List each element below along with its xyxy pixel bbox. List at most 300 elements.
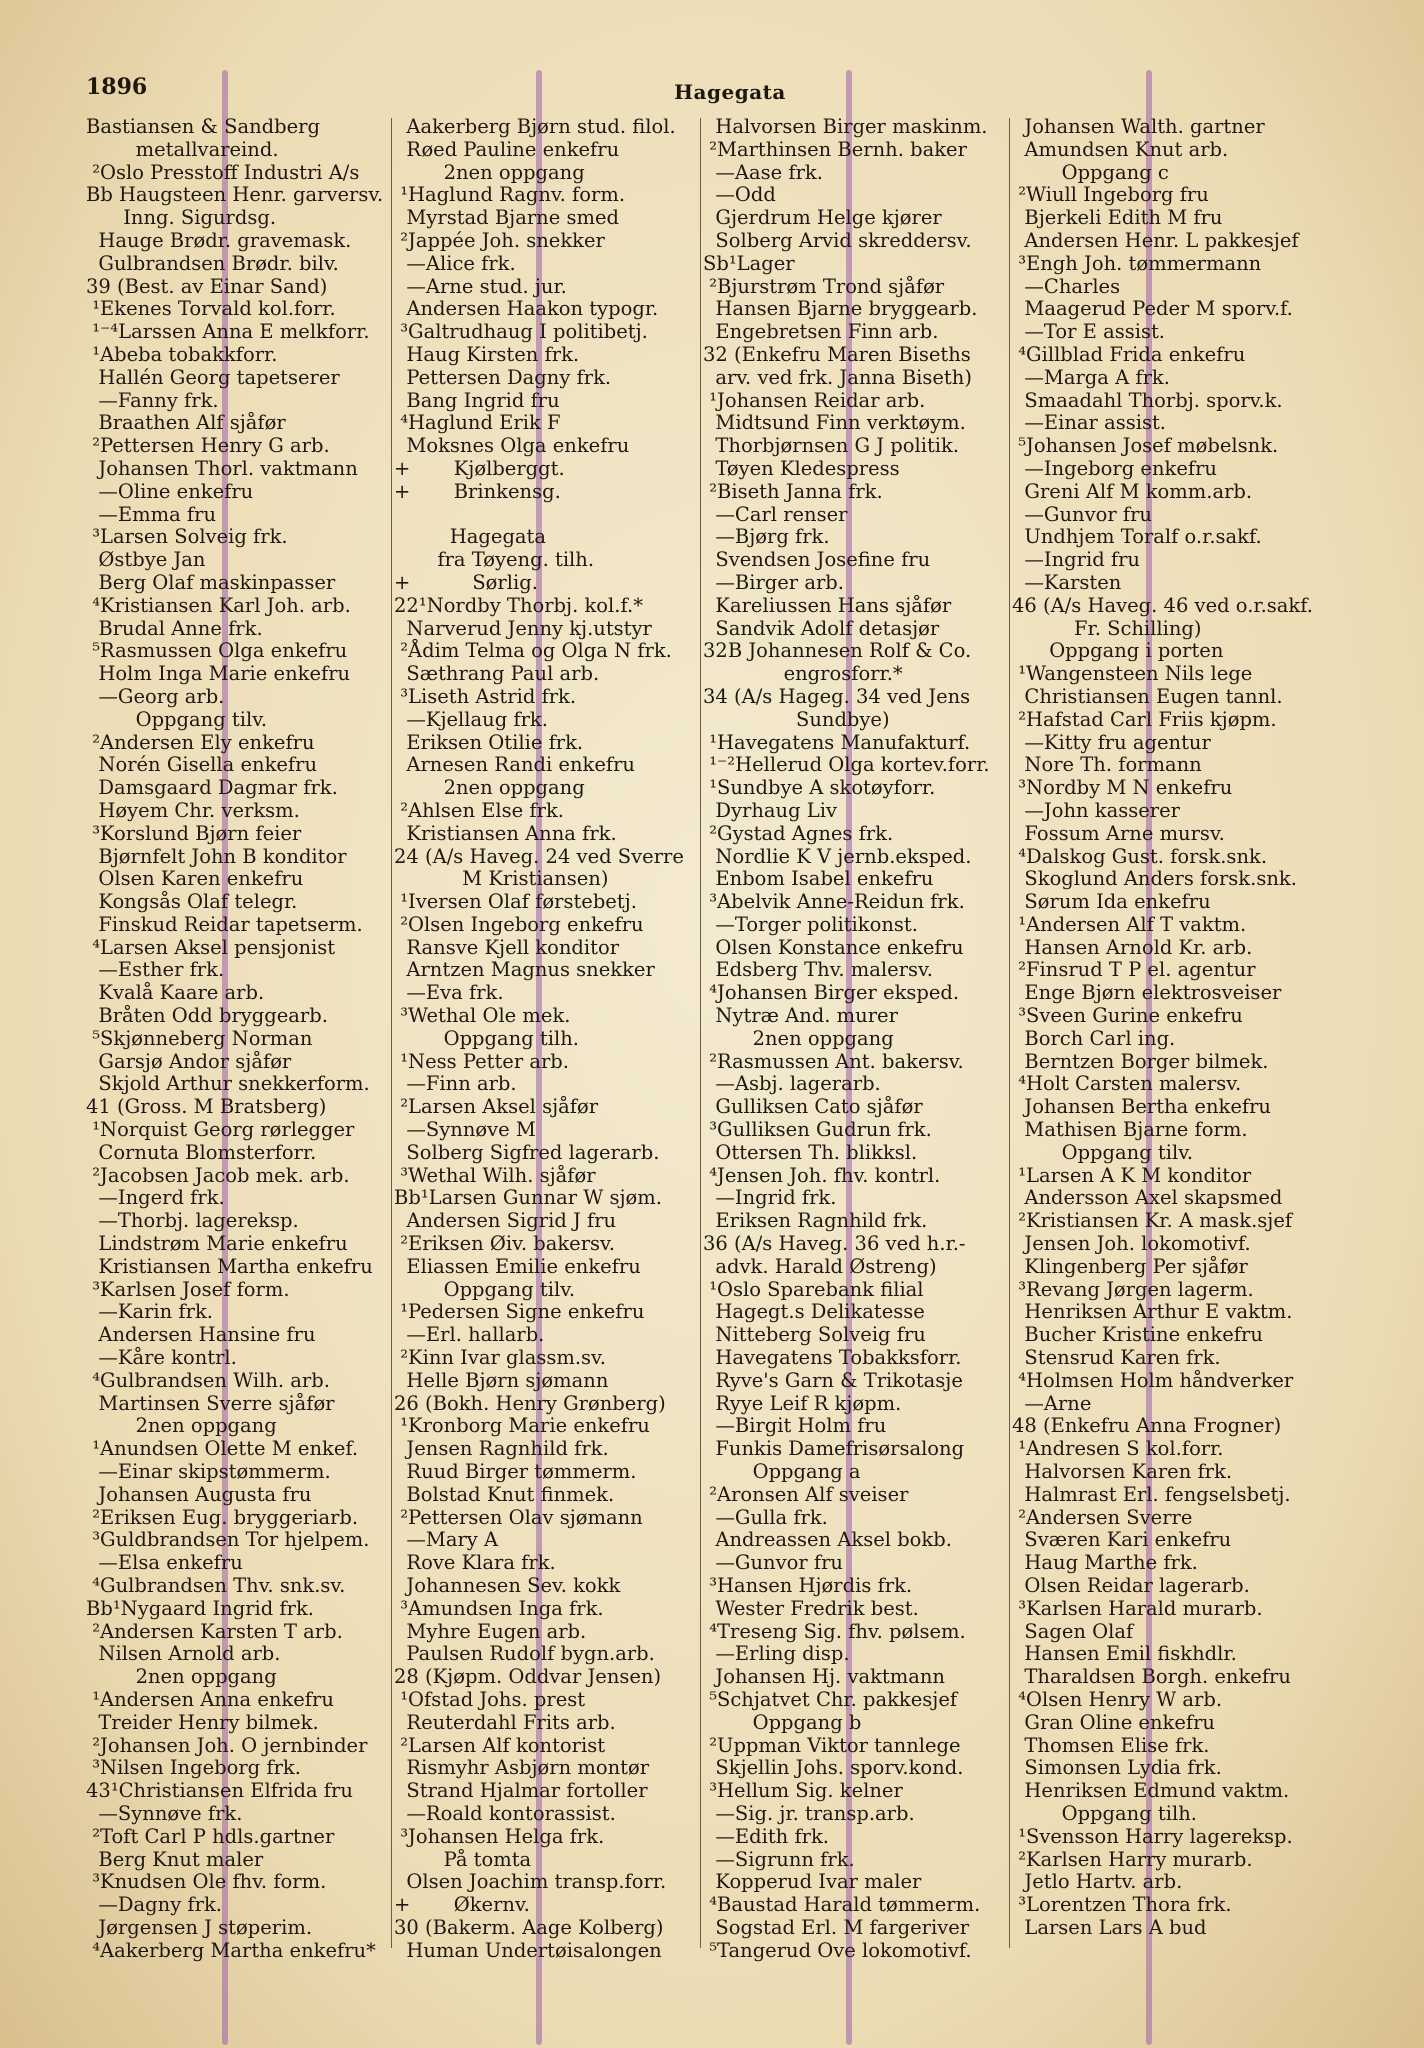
directory-entry: 46 (A/s Haveg. 46 ved o.r.sakf. [1012,593,1313,617]
directory-entry: Ruud Birger tømmerm. [394,1460,637,1484]
directory-entry: + Sørlig. [394,570,538,594]
directory-entry: 30 (Bakerm. Aage Kolberg) [394,1915,664,1939]
directory-entry: ⁴Dalskog Gust. forsk.snk. [1012,844,1268,868]
directory-entry: Oppgang tilv. [394,1277,576,1301]
directory-entry: ²Wiull Ingeborg fru [1012,183,1209,207]
directory-entry: Oppgang b [703,1710,862,1734]
directory-entry: —Bjørg frk. [703,525,830,549]
directory-entry: ⁵Tangerud Ove lokomotivf. [703,1938,972,1962]
directory-entry: Solberg Sigfred lagerarb. [394,1140,660,1164]
directory-entry: 34 (A/s Hageg. 34 ved Jens [703,684,971,708]
directory-entry: Martinsen Sverre sjåfør [86,1391,335,1415]
directory-entry: —Odd [703,183,776,207]
directory-entry: ³Amundsen Inga frk. [394,1596,604,1620]
directory-entry: 43¹Christiansen Elfrida fru [86,1779,353,1803]
directory-entry: ²Ahlsen Else frk. [394,798,564,822]
directory-entry: ²Pettersen Olav sjømann [394,1505,643,1529]
directory-entry: Enbom Isabel enkefru [703,867,934,891]
directory-entry: ³Korslund Bjørn feier [86,821,302,845]
directory-entry: ³Karlsen Josef form. [86,1277,290,1301]
directory-entry: ¹Svensson Harry lagereksp. [1012,1824,1293,1848]
directory-entry: Nitteberg Solveig fru [703,1323,926,1347]
directory-entry: ²Finsrud T P el. agentur [1012,958,1256,982]
directory-entry: ³Revang Jørgen lagerm. [1012,1277,1254,1301]
directory-entry: —Emma fru [86,502,217,526]
directory-entry: Nilsen Arnold arb. [86,1642,281,1666]
directory-entry: Halvorsen Karen frk. [1012,1460,1233,1484]
directory-entry: —Dagny frk. [86,1893,222,1917]
directory-entry: ²Bjurstrøm Trond sjåfør [703,274,945,298]
directory-entry: Aakerberg Bjørn stud. filol. [394,115,676,138]
directory-entry: Arnesen Randi enkefru [394,753,635,777]
directory-entry: Jensen Joh. lokomotivf. [1012,1232,1251,1256]
directory-entry: ²Hafstad Carl Friis kjøpm. [1012,707,1277,731]
directory-entry: 28 (Kjøpm. Oddvar Jensen) [394,1665,662,1689]
directory-entry: Andersen Haakon typogr. [394,297,659,321]
directory-entry: ⁵Schjatvet Chr. pakkesjef [703,1687,958,1711]
directory-entry: ¹Oslo Sparebank filial [703,1277,924,1301]
directory-entry: ²Ådim Telma og Olga N frk. [394,639,672,663]
directory-entry: Oppgang tilv. [86,707,268,731]
directory-entry: Greni Alf M komm.arb. [1012,479,1253,503]
directory-entry: ²Andersen Sverre [1012,1505,1193,1529]
directory-entry: 2nen oppgang [86,1665,277,1689]
directory-entry: Norén Gisella enkefru [86,753,318,777]
column-rule [1009,118,1010,1948]
directory-entry: 22¹Nordby Thorbj. kol.f.* [394,593,643,617]
directory-entry: Johansen Thorl. vaktmann [86,456,358,480]
directory-entry: Halvorsen Birger maskinm. [703,115,988,138]
directory-entry: Skoglund Anders forsk.snk. [1012,867,1297,891]
directory-entry: Kristiansen Anna frk. [394,821,617,845]
directory-entry: Sundbye) [703,707,890,731]
directory-entry: Wester Fredrik best. [703,1596,919,1620]
directory-entry: ¹Johansen Reidar arb. [703,388,926,412]
column-rule [700,118,701,1948]
directory-entry: —Charles [1012,274,1121,298]
directory-entry: ³Engh Joh. tømmermann [1012,251,1262,275]
directory-entry: Sagen Olaf [1012,1619,1134,1643]
column-2 [394,116,684,1963]
directory-entry: Andersen Sigrid J fru [394,1209,617,1233]
directory-entry: Halmrast Erl. fengselsbetj. [1012,1482,1291,1506]
directory-entry: Bb Haugsteen Henr. garversv. [86,183,384,207]
directory-entry: Braathen Alf sjåfør [86,411,286,435]
directory-entry: Thomsen Elise frk. [1012,1733,1210,1757]
directory-entry: Moksnes Olga enkefru [394,434,630,458]
directory-entry: Svendsen Josefine fru [703,548,931,572]
directory-entry: Johansen Augusta fru [86,1482,312,1506]
directory-entry: Hansen Bjarne bryggearb. [703,297,978,321]
directory-entry: Oppgang tilh. [394,1026,579,1050]
directory-entry: Cornuta Blomsterforr. [86,1140,317,1164]
directory-entry: ²Gystad Agnes frk. [703,821,894,845]
directory-entry: Johansen Hj. vaktmann [703,1665,945,1689]
directory-entry [394,504,684,527]
directory-entry: Sæthrang Paul arb. [394,662,600,686]
directory-entry: ²Toft Carl P hdls.gartner [86,1824,335,1848]
directory-entry: ³Hellum Sig. kelner [703,1779,903,1803]
directory-entry: Kopperud Ivar maler [703,1870,922,1894]
directory-entry: ⁵Skjønneberg Norman [86,1026,313,1050]
directory-entry: —Aase frk. [703,160,823,184]
directory-entry: Klingenberg Per sjåfør [1012,1254,1248,1278]
directory-entry: Bjerkeli Edith M fru [1012,206,1223,230]
directory-entry: ⁴Olsen Henry W arb. [1012,1687,1223,1711]
directory-entry: —Thorbj. lagereksp. [86,1209,299,1233]
directory-entry: Narverud Jenny kj.utstyr [394,616,652,640]
directory-entry: Paulsen Rudolf bygn.arb. [394,1642,655,1666]
directory-entry: Bolstad Knut finmek. [394,1482,615,1506]
directory-entry: Hagegt.s Delikatesse [703,1300,925,1324]
directory-entry: ¹Pedersen Signe enkefru [394,1300,645,1324]
directory-entry: —Marga A frk. [1012,365,1170,389]
directory-entry: 48 (Enkefru Anna Frogner) [1012,1414,1282,1438]
directory-entry: Ransve Kjell konditor [394,935,620,959]
directory-entry: Jørgensen J støperim. [86,1915,313,1939]
directory-entry: ¹Iversen Olaf førstebetj. [394,890,637,914]
directory-entry: ⁴Kristiansen Karl Joh. arb. [86,593,351,617]
directory-entry: ¹Wangensteen Nils lege [1012,662,1253,686]
directory-entry: Tharaldsen Borgh. enkefru [1012,1665,1291,1689]
directory-entry: —Erling disp. [703,1642,850,1666]
directory-entry: Andreassen Aksel bokb. [703,1528,952,1552]
directory-entry: Olsen Karen enkefru [86,867,304,891]
directory-entry: Bråten Odd bryggearb. [86,1004,328,1028]
directory-entry: ⁴Holmsen Holm håndverker [1012,1368,1294,1392]
page-number: 1896 [86,74,148,100]
directory-entry: —Gunvor fru [703,1551,843,1575]
directory-entry: ²Andersen Karsten T arb. [86,1619,343,1643]
directory-entry: Helle Bjørn sjømann [394,1368,609,1392]
directory-entry: ⁴Holt Carsten malersv. [1012,1072,1242,1096]
directory-entry: —Edith frk. [703,1824,829,1848]
directory-entry: ²Oslo Presstoff Industri A/s [86,160,360,184]
directory-entry: Haug Kirsten frk. [394,342,580,366]
directory-entry: Engebretsen Finn arb. [703,320,939,344]
directory-entry: Thorbjørnsen G J politik. [703,434,960,458]
directory-entry: Gran Oline enkefru [1012,1710,1215,1734]
directory-entry: ²Eriksen Øiv. bakersv. [394,1232,615,1256]
directory-entry: Strand Hjalmar fortoller [394,1779,648,1803]
directory-entry: 2nen oppgang [394,776,585,800]
directory-entry: Smaadahl Thorbj. sporv.k. [1012,388,1283,412]
directory-entry: Inng. Sigurdsg. [86,206,277,230]
directory-entry: Amundsen Knut arb. [1012,137,1229,161]
directory-entry: ²Aronsen Alf sveiser [703,1482,909,1506]
directory-entry: ²Kristiansen Kr. A mask.sjef [1012,1209,1293,1233]
directory-entry: arv. ved frk. Janna Biseth) [703,365,972,389]
directory-entry: —Alice frk. [394,251,516,275]
directory-entry: —Karin frk. [86,1300,213,1324]
directory-entry: —Birgit Holm fru [703,1414,887,1438]
directory-entry: ⁴Johansen Birger eksped. [703,981,960,1005]
directory-entry: ¹Sundbye A skotøyforr. [703,776,936,800]
directory-entry: + Brinkensg. [394,479,561,503]
directory-entry: Kristiansen Martha enkefru [86,1254,373,1278]
directory-entry: ⁴Larsen Aksel pensjonist [86,935,336,959]
directory-entry: ³Nordby M N enkefru [1012,776,1233,800]
directory-entry: ¹Ekenes Torvald kol.forr. [86,297,336,321]
directory-entry: Ryve's Garn & Trikotasje [703,1368,963,1392]
directory-entry: —John kasserer [1012,798,1180,822]
directory-entry: ³Nilsen Ingeborg frk. [86,1756,301,1780]
directory-entry: Olsen Joachim transp.forr. [394,1870,667,1894]
directory-entry: Edsberg Thv. malersv. [703,958,933,982]
directory-entry: Skjold Arthur snekkerform. [86,1072,370,1096]
directory-entry: Andersen Henr. L pakkesjef [1012,228,1299,252]
directory-entry: —Kitty fru agentur [1012,730,1211,754]
directory-entry: —Torger politikonst. [703,912,918,936]
directory-entry: Nore Th. formann [1012,753,1202,777]
directory-entry: —Kjellaug frk. [394,707,548,731]
directory-entry: Hansen Arnold Kr. arb. [1012,935,1253,959]
directory-entry: ¹Norquist Georg rørlegger [86,1118,355,1142]
directory-entry: ²Andersen Ely enkefru [86,730,315,754]
directory-entry: ⁴Baustad Harald tømmerm. [703,1893,981,1917]
directory-entry: Pettersen Dagny frk. [394,365,612,389]
directory-entry: Jetlo Hartv. arb. [1012,1870,1183,1894]
directory-entry: Johansen Bertha enkefru [1012,1095,1271,1119]
directory-entry: ⁴Treseng Sig. fhv. pølsem. [703,1619,966,1643]
directory-entry: Nytræ And. murer [703,1004,898,1028]
directory-entry: Treider Henry bilmek. [86,1710,319,1734]
directory-entry: Gulbrandsen Brødr. bilv. [86,251,339,275]
directory-entry: —Ingrid fru [1012,548,1140,572]
directory-entry: —Finn arb. [394,1072,517,1096]
directory-entry: Berg Knut maler [86,1847,264,1871]
directory-entry: Hagegata [394,525,547,549]
directory-entry: ¹Larsen A K M konditor [1012,1163,1252,1187]
directory-entry: ³Hansen Hjørdis frk. [703,1574,913,1597]
directory-entry: Bang Ingrid fru [394,388,560,412]
directory-entry: —Einar skipstømmerm. [86,1460,331,1484]
directory-entry: Enge Bjørn elektrosveiser [1012,981,1282,1005]
directory-entry: Borch Carl ing. [1012,1026,1176,1050]
directory-entry: —Gulla frk. [703,1505,828,1529]
directory-entry: ¹Kronborg Marie enkefru [394,1414,650,1438]
directory-entry: Berg Olaf maskinpasser [86,570,336,594]
directory-entry: Andersen Hansine fru [86,1323,316,1347]
directory-entry: —Kåre kontrl. [86,1346,237,1370]
directory-entry: ³Guldbrandsen Tor hjelpem. [86,1528,370,1552]
directory-entry: —Oline enkefru [86,479,254,503]
directory-entry: —Esther frk. [86,958,225,982]
directory-entry: ³Wethal Wilh. sjåfør [394,1163,596,1187]
directory-entry: ²Uppman Viktor tannlege [703,1733,961,1757]
directory-entry: —Ingeborg enkefru [1012,456,1217,480]
directory-entry: På tomta [394,1847,532,1871]
directory-entry: Andersson Axel skapsmed [1012,1186,1283,1210]
directory-entry: Mathisen Bjarne form. [1012,1118,1248,1142]
directory-entry: 36 (A/s Haveg. 36 ved h.r.- [703,1232,966,1256]
directory-entry: ⁴Jensen Joh. fhv. kontrl. [703,1163,941,1187]
directory-entry: —Elsa enkefru [86,1551,243,1575]
directory-entry: Haug Marthe frk. [1012,1551,1198,1575]
directory-entry: ²Olsen Ingeborg enkefru [394,912,644,936]
directory-entry: Østbye Jan [86,548,206,572]
directory-entry: ⁴Haglund Erik F [394,411,561,435]
directory-entry: advk. Harald Østreng) [703,1254,937,1278]
column-1 [86,116,383,1963]
directory-entry: + Kjølberggt. [394,456,565,480]
directory-entry: engrosforr.* [703,662,903,686]
directory-entry: Johannesen Sev. kokk [394,1574,621,1597]
directory-entry: Midtsund Finn verktøym. [703,411,966,435]
directory-entry: 2nen oppgang [86,1414,277,1438]
directory-entry: Oppgang c [1012,160,1169,184]
directory-entry: Sværen Kari enkefru [1012,1528,1232,1552]
directory-entry: —Fanny frk. [86,388,219,412]
directory-entry: Dyrhaug Liv [703,798,837,822]
directory-entry: Fr. Schilling) [1012,616,1202,640]
directory-entry: 2nen oppgang [703,1026,894,1050]
directory-entry: ²Jacobsen Jacob mek. arb. [86,1163,350,1187]
directory-entry: 32B Johannesen Rolf & Co. [703,639,972,663]
directory-entry: Bjørnfelt John B konditor [86,844,347,868]
directory-entry: 24 (A/s Haveg. 24 ved Sverre [394,844,684,868]
directory-entry: Reuterdahl Frits arb. [394,1710,616,1734]
directory-entry: ¹Andersen Alf T vaktm. [1012,912,1247,936]
directory-entry: Funkis Damefrisørsalong [703,1437,965,1461]
directory-entry: Holm Inga Marie enkefru [86,662,351,686]
directory-entry: —Roald kontorassist. [394,1801,616,1825]
directory-entry: ¹Ofstad Johs. prest [394,1687,586,1711]
directory-entry: Maagerud Peder M sporv.f. [1012,297,1293,321]
directory-entry: Bb¹Larsen Gunnar W sjøm. [394,1186,662,1210]
directory-entry: Eriksen Ragnhild frk. [703,1209,928,1233]
directory-entry: Sandvik Adolf detasjør [703,616,940,640]
directory-entry: ²Pettersen Henry G arb. [86,434,330,458]
directory-entry: ³Karlsen Harald murarb. [1012,1596,1263,1620]
directory-entry: ³Sveen Gurine enkefru [1012,1004,1243,1028]
directory-entry: Sogstad Erl. M fargeriver [703,1915,970,1939]
page-header: Hagegata [674,80,786,104]
directory-entry: ²Marthinsen Bernh. baker [703,137,967,161]
directory-entry: ²Kinn Ivar glassm.sv. [394,1346,606,1370]
directory-entry: M Kristiansen) [394,867,609,891]
directory-entry: ³Liseth Astrid frk. [394,684,577,708]
directory-entry: Bucher Kristine enkefru [1012,1323,1263,1347]
directory-entry: ²Larsen Aksel sjåfør [394,1095,599,1119]
directory-entry: ²Larsen Alf kontorist [394,1733,606,1757]
directory-entry: Brudal Anne frk. [86,616,263,640]
directory-entry: ¹⁻⁴Larssen Anna E melkforr. [86,320,370,344]
directory-entry: Solberg Arvid skreddersv. [703,228,972,252]
directory-entry: ³Abelvik Anne-Reidun frk. [703,890,965,914]
directory-entry: ⁵Johansen Josef møbelsnk. [1012,434,1279,458]
directory-entry: ²Biseth Janna frk. [703,479,883,503]
directory-entry: ¹⁻²Hellerud Olga kortev.forr. [703,753,990,777]
directory-entry: —Birger arb. [703,570,844,594]
directory-entry: Ottersen Th. blikksl. [703,1140,918,1164]
directory-entry: Myhre Eugen arb. [394,1619,587,1643]
directory-entry: ⁴Aakerberg Martha enkefru* [86,1938,376,1962]
directory-entry: ⁵Rasmussen Olga enkefru [86,639,348,663]
directory-entry: Henriksen Edmund vaktm. [1012,1779,1290,1803]
directory-entry: Rismyhr Asbjørn montør [394,1756,650,1780]
directory-entry: ³Gulliksen Gudrun frk. [703,1118,932,1142]
directory-entry: Larsen Lars A bud [1012,1915,1207,1939]
directory-entry: Bastiansen & Sandberg [86,115,320,138]
directory-entry: Gjerdrum Helge kjører [703,206,942,230]
directory-entry: Hansen Emil fiskhdlr. [1012,1642,1237,1666]
directory-entry: Ryye Leif R kjøpm. [703,1391,902,1415]
directory-entry: ³Knudsen Ole fhv. form. [86,1870,327,1894]
directory-entry: Christiansen Eugen tannl. [1012,684,1283,708]
directory-entry: Eliassen Emilie enkefru [394,1254,641,1278]
directory-entry: —Arne [1012,1391,1092,1415]
directory-entry: ³Larsen Solveig frk. [86,525,288,549]
directory-entry: Olsen Konstance enkefru [703,935,964,959]
directory-entry: Lindstrøm Marie enkefru [86,1232,348,1256]
directory-entry: —Tor E assist. [1012,320,1166,344]
directory-entry: ³Lorentzen Thora frk. [1012,1893,1232,1917]
directory-entry: ¹Haglund Ragnv. form. [394,183,626,207]
directory-entry: Kvalå Kaare arb. [86,981,265,1005]
directory-entry: Havegatens Tobakksforr. [703,1346,962,1370]
directory-entry: ²Jappée Joh. snekker [394,228,605,252]
directory-entry: Undhjem Toralf o.r.sakf. [1012,525,1262,549]
directory-entry: —Ingerd frk. [86,1186,225,1210]
directory-entry: —Einar assist. [1012,411,1166,435]
directory-entry: Eriksen Otilie frk. [394,730,584,754]
directory-entry: Oppgang a [703,1460,861,1484]
directory-entry: Oppgang tilv. [1012,1140,1194,1164]
directory-entry: ¹Andresen S kol.forr. [1012,1437,1224,1461]
directory-entry: —Carl renser [703,502,848,526]
directory-entry: Myrstad Bjarne smed [394,206,619,230]
directory-entry: ²Johansen Joh. O jernbinder [86,1733,368,1757]
column-rule [391,118,392,1948]
directory-entry: Finskud Reidar tapetserm. [86,912,363,936]
directory-entry: ⁴Gulbrandsen Wilh. arb. [86,1368,330,1392]
directory-entry: ¹Ness Petter arb. [394,1049,569,1073]
directory-entry: ³Johansen Helga frk. [394,1824,605,1848]
directory-entry: Skjellin Johs. sporv.kond. [703,1756,964,1780]
directory-entry: Røed Pauline enkefru [394,137,620,161]
directory-entry: —Georg arb. [86,684,225,708]
directory-entry: Fossum Arne mursv. [1012,821,1225,845]
directory-entry: ³Galtrudhaug I politibetj. [394,320,648,344]
directory-entry: Bb¹Nygaard Ingrid frk. [86,1596,314,1620]
directory-entry: —Mary A [394,1528,499,1552]
directory-entry: fra Tøyeng. tilh. [394,548,595,572]
directory-entry: Oppgang i porten [1012,639,1224,663]
directory-entry: Kongsås Olaf telegr. [86,890,298,914]
directory-entry: Simonsen Lydia frk. [1012,1756,1222,1780]
directory-entry: Jensen Ragnhild frk. [394,1437,609,1461]
directory-entry: 26 (Bokh. Henry Grønberg) [394,1391,666,1415]
directory-entry: ²Karlsen Harry murarb. [1012,1847,1253,1871]
directory-entry: —Karsten [1012,570,1122,594]
directory-entry: Tøyen Kledespress [703,456,900,480]
directory-entry: 32 (Enkefru Maren Biseths [703,342,971,366]
directory-entry: Kareliussen Hans sjåfør [703,593,952,617]
directory-entry: Human Undertøisalongen [394,1938,662,1962]
directory-entry: Stensrud Karen frk. [1012,1346,1221,1370]
directory-entry: ¹Havegatens Manufakturf. [703,730,971,754]
directory-entry: Hallén Georg tapetserer [86,365,340,389]
directory-entry: Nordlie K V jernb.eksped. [703,844,972,868]
directory-entry: Damsgaard Dagmar frk. [86,776,338,800]
directory-entry: —Gunvor fru [1012,502,1152,526]
directory-entry: Garsjø Andor sjåfør [86,1049,292,1073]
directory-entry: ⁴Gulbrandsen Thv. snk.sv. [86,1574,346,1597]
directory-entry: 41 (Gross. M Bratsberg) [86,1095,327,1119]
column-3 [703,116,990,1963]
directory-entry: 39 (Best. av Einar Sand) [86,274,328,298]
